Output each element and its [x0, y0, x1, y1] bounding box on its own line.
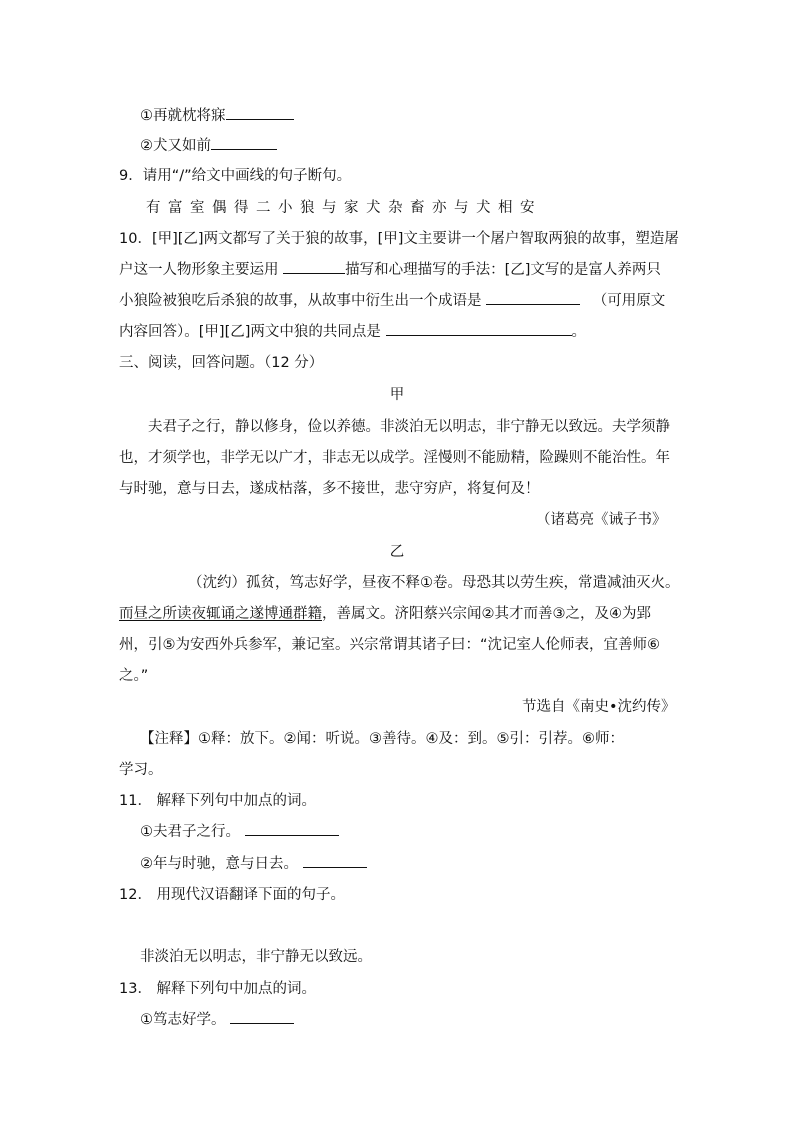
passage-jia-line-2: 也，才须学也，非学无以广才，非志无以成学。淫慢则不能励精，险躁则不能治性。年 [119, 450, 670, 466]
q9-sentence: 有富室偶得二小狼与家犬杂畜亦与犬相安 [146, 200, 542, 216]
q11-prompt: 11． 解释下列句中加点的词。 [119, 793, 317, 809]
q9-prompt: 9．请用“/”给文中画线的句子断句。 [119, 168, 352, 184]
answer-blank[interactable] [211, 135, 277, 150]
q8-item-2-text: ②犬又如前 [140, 138, 211, 154]
q8-item-2 [140, 134, 277, 155]
q13-item-1 [140, 1008, 294, 1029]
q12-prompt: 12． 用现代汉语翻译下面的句子。 [119, 887, 346, 903]
q10-line-4 [119, 320, 586, 341]
passage-yi-title: 乙 [389, 544, 405, 560]
underlined-sentence: 而昼之所读夜辄诵之遂博通群籍 [119, 606, 322, 622]
q13-prompt: 13． 解释下列句中加点的词。 [119, 981, 317, 997]
q10-line-3 [119, 289, 665, 310]
passage-yi-line-1: （沈约）孤贫，笃志好学，昼夜不释①卷。母恐其以劳生疾，常遣减油灭火。 [188, 575, 680, 591]
answer-blank[interactable] [486, 290, 580, 305]
answer-blank[interactable] [303, 853, 367, 868]
answer-blank[interactable] [230, 1009, 294, 1024]
q10-line-4b: 。 [571, 324, 586, 340]
q11-item-2 [140, 852, 367, 873]
q10-line-3a: 小狼险被狼吃后杀狼的故事，从故事中衍生出一个成语是 [119, 293, 482, 309]
q10-line-3b: （可用原文 [592, 293, 666, 309]
q10-line-2b: 描写和心理描写的手法：[乙]文写的是富人养两只 [345, 262, 661, 278]
annotation-line-2: 学习。 [119, 762, 163, 778]
q11-item-2-text: ②年与时驰，意与日去。 [140, 856, 298, 872]
answer-blank[interactable] [283, 259, 345, 274]
answer-blank[interactable] [226, 105, 294, 120]
q11-item-1 [140, 820, 339, 841]
q12-sentence: 非淡泊无以明志，非宁静无以致远。 [140, 949, 372, 965]
passage-jia-title: 甲 [389, 387, 405, 403]
q10-line-4a: 内容回答）。[甲][乙]两文中狼的共同点是 [119, 324, 381, 340]
answer-blank[interactable] [386, 321, 572, 336]
q13-item-1-text: ①笃志好学。 [140, 1012, 226, 1028]
q10-line-2 [119, 258, 661, 279]
answer-blank[interactable] [245, 821, 339, 836]
q10-line-1: 10．[甲][乙]两文都写了关于狼的故事，[甲]文主要讲一个屠户智取两狼的故事，塑造屠 [119, 231, 679, 247]
passage-yi-source: 节选自《南史•沈约传》 [522, 699, 676, 715]
passage-jia-line-3: 与时驰，意与日去，遂成枯落，多不接世，悲守穷庐，将复何及！ [119, 481, 540, 497]
annotation-line-1: 【注释】①释：放下。②闻：听说。③善待。④及：到。⑤引：引荐。⑥师： [140, 731, 624, 747]
q10-line-2a: 户这一人物形象主要运用 [119, 262, 279, 278]
passage-yi-line-4: 之。” [119, 668, 149, 684]
q8-item-1 [140, 104, 294, 125]
q11-item-1-text: ①夫君子之行。 [140, 824, 240, 840]
passage-yi-line-2 [119, 602, 651, 623]
passage-yi-line-3: 州，引⑤为安西外兵参军，兼记室。兴宗常谓其诸子曰：“沈记室人伦师表，宜善师⑥ [119, 637, 661, 653]
passage-jia-source: （诸葛亮《诫子书》 [536, 512, 667, 528]
passage-jia-line-1: 夫君子之行，静以修身，俭以养德。非淡泊无以明志，非宁静无以致远。夫学须静 [148, 419, 670, 435]
q8-item-1-text: ①再就枕将寐 [140, 108, 226, 124]
passage-yi-line-2-rest: ，善属文。济阳蔡兴宗闻②其才而善③之，及④为郢 [322, 606, 651, 622]
section-heading: 三、阅读，回答问题。（12 分） [119, 355, 324, 371]
